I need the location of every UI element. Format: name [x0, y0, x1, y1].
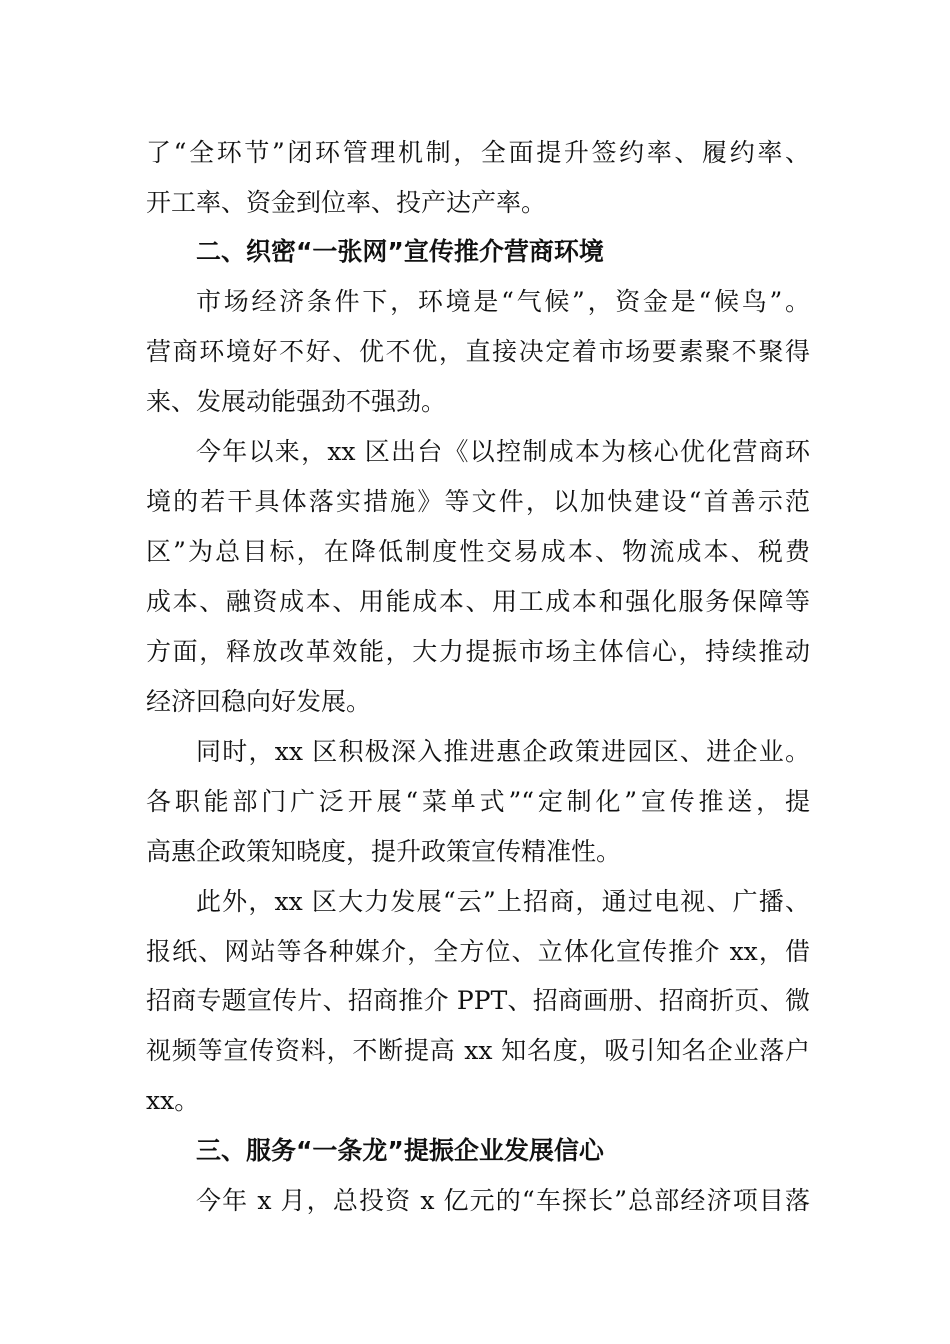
body-line: 境的若干具体落实措施》等文件，以加快建设“首善示范	[146, 487, 810, 516]
body-line: 今年以来，xx 区出台《以控制成本为核心优化营商环	[196, 437, 810, 466]
body-line: 高惠企政策知晓度，提升政策宣传精准性。	[146, 837, 622, 866]
body-line: 报纸、网站等各种媒介，全方位、立体化宣传推介 xx，借	[146, 937, 810, 966]
body-line: 市场经济条件下，环境是“气候”，资金是“候鸟”。	[196, 287, 810, 316]
section-heading-3: 三、服务“一条龙”提振企业发展信心	[196, 1136, 604, 1165]
body-line: xx。	[146, 1086, 200, 1115]
body-line: 了“全环节”闭环管理机制，全面提升签约率、履约率、	[146, 138, 810, 167]
body-line: 来、发展动能强劲不强劲。	[146, 387, 447, 416]
body-line: 今年 x 月，总投资 x 亿元的“车探长”总部经济项目落	[196, 1186, 810, 1215]
body-line: 区”为总目标，在降低制度性交易成本、物流成本、税费	[146, 537, 810, 566]
body-line: 成本、融资成本、用能成本、用工成本和强化服务保障等	[146, 587, 810, 616]
body-line: 此外，xx 区大力发展“云”上招商，通过电视、广播、	[196, 887, 810, 916]
body-line: 招商专题宣传片、招商推介 PPT、招商画册、招商折页、微	[146, 986, 810, 1015]
body-line: 方面，释放改革效能，大力提振市场主体信心，持续推动	[146, 637, 810, 666]
body-line: 同时，xx 区积极深入推进惠企政策进园区、进企业。	[196, 737, 810, 766]
body-line: 各职能部门广泛开展“菜单式”“定制化”宣传推送，提	[146, 787, 810, 816]
body-line: 开工率、资金到位率、投产达产率。	[146, 188, 547, 217]
body-line: 视频等宣传资料，不断提高 xx 知名度，吸引知名企业落户	[146, 1036, 810, 1065]
section-heading-2: 二、织密“一张网”宣传推介营商环境	[196, 237, 604, 266]
body-line: 营商环境好不好、优不优，直接决定着市场要素聚不聚得	[146, 337, 810, 366]
body-line: 经济回稳向好发展。	[146, 687, 372, 716]
